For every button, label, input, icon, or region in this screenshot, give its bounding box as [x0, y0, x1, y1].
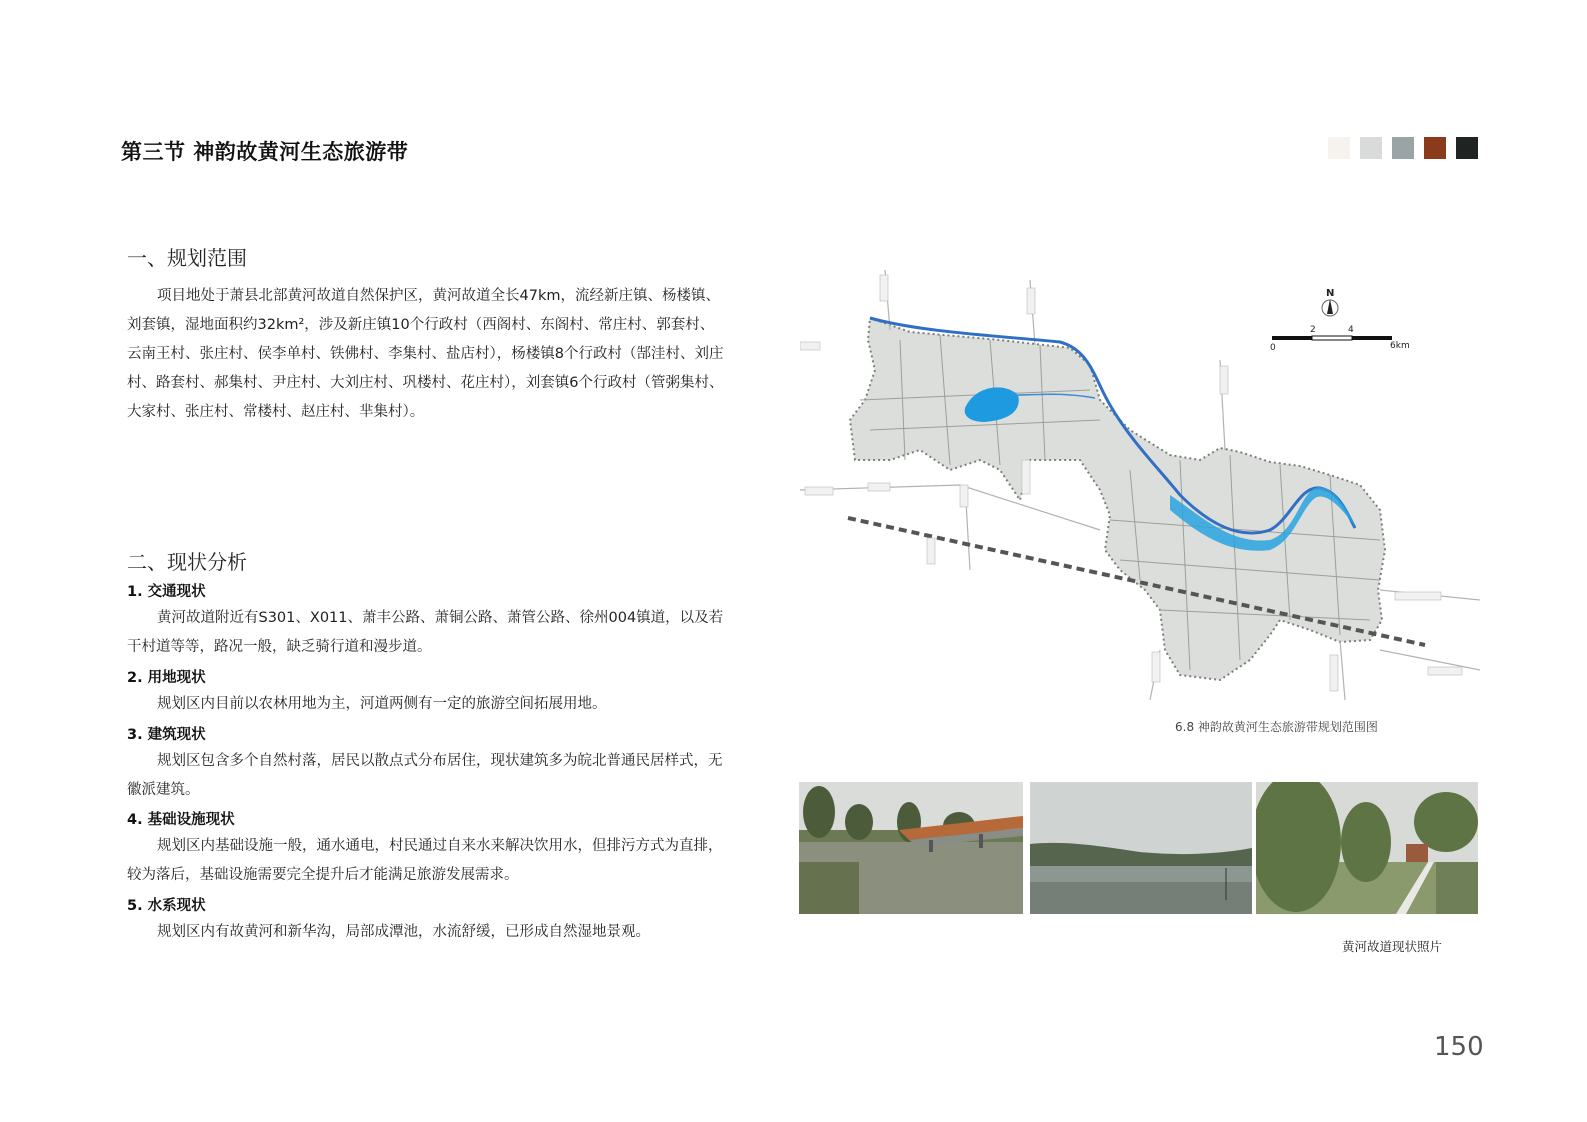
scale-label-0: 0	[1270, 343, 1276, 353]
photo-bridge-image	[799, 782, 1023, 914]
photos-caption: 黄河故道现状照片	[1342, 939, 1443, 954]
photo-willow-image	[1256, 782, 1478, 914]
photo-bridge	[799, 782, 1023, 914]
scale-bar	[1270, 325, 1410, 353]
building-text: 规划区包含多个自然村落，居民以散点式分布居住，现状建筑多为皖北普通民居样式，无徽派建筑。	[127, 753, 723, 798]
map-caption: 6.8 神韵故黄河生态旅游带规划范围图	[1175, 720, 1378, 734]
page-number: 150	[1434, 1032, 1484, 1062]
north-label: N	[1326, 288, 1335, 299]
water-text: 规划区内有故黄河和新华沟，局部成潭池，水流舒缓，已形成自然湿地景观。	[157, 924, 650, 940]
traffic-heading: 1. 交通现状	[127, 584, 206, 600]
infrastructure-heading: 4. 基础设施现状	[127, 812, 235, 828]
photo-willow	[1256, 782, 1478, 914]
map-graphic	[800, 270, 1480, 700]
landuse-heading: 2. 用地现状	[127, 670, 206, 686]
scale-label-6: 6km	[1390, 341, 1410, 351]
north-arrow	[1322, 288, 1338, 316]
color-palette	[1328, 137, 1478, 159]
scale-label-2: 2	[1310, 325, 1316, 335]
palette-swatch	[1392, 137, 1414, 159]
section1-heading: 一、规划范围	[127, 246, 247, 270]
landuse-text: 规划区内目前以农林用地为主，河道两侧有一定的旅游空间拓展用地。	[157, 696, 607, 712]
traffic-text: 黄河故道附近有S301、X011、萧丰公路、萧铜公路、萧管公路、徐州004镇道，以及若干村道等等，路况一般，缺乏骑行道和漫步道。	[127, 610, 724, 655]
section2-heading: 二、现状分析	[127, 550, 247, 574]
photo-lake-image	[1030, 782, 1252, 914]
palette-swatch	[1456, 137, 1478, 159]
planning-map	[800, 270, 1480, 700]
palette-swatch	[1424, 137, 1446, 159]
palette-swatch	[1360, 137, 1382, 159]
section1-paragraph: 项目地处于萧县北部黄河故道自然保护区，黄河故道全长47km，流经新庄镇、杨楼镇、刘套镇，湿地面积约32km²，涉及新庄镇10个行政村（西阁村、东阁村、常庄村、郭套村、云南王村、张庄村、侯李单村、铁佛村、李集村、盐店村），杨楼镇8个行政村（郜洼村、刘庄村、路套村、郝集村、尹庄村、大刘庄村、巩楼村、花庄村），刘套镇6个行政村（管粥集村、大家村、张庄村、常楼村、赵庄村、芈集村）。	[127, 288, 724, 420]
scale-label-4: 4	[1348, 325, 1354, 335]
water-heading: 5. 水系现状	[127, 898, 206, 914]
photo-lake	[1030, 782, 1252, 914]
page-title: 第三节 神韵故黄河生态旅游带	[121, 140, 409, 164]
palette-swatch	[1328, 137, 1350, 159]
infrastructure-text: 规划区内基础设施一般，通水通电，村民通过自来水来解决饮用水，但排污方式为直排，较为落后，基础设施需要完全提升后才能满足旅游发展需求。	[127, 838, 723, 883]
building-heading: 3. 建筑现状	[127, 727, 206, 743]
